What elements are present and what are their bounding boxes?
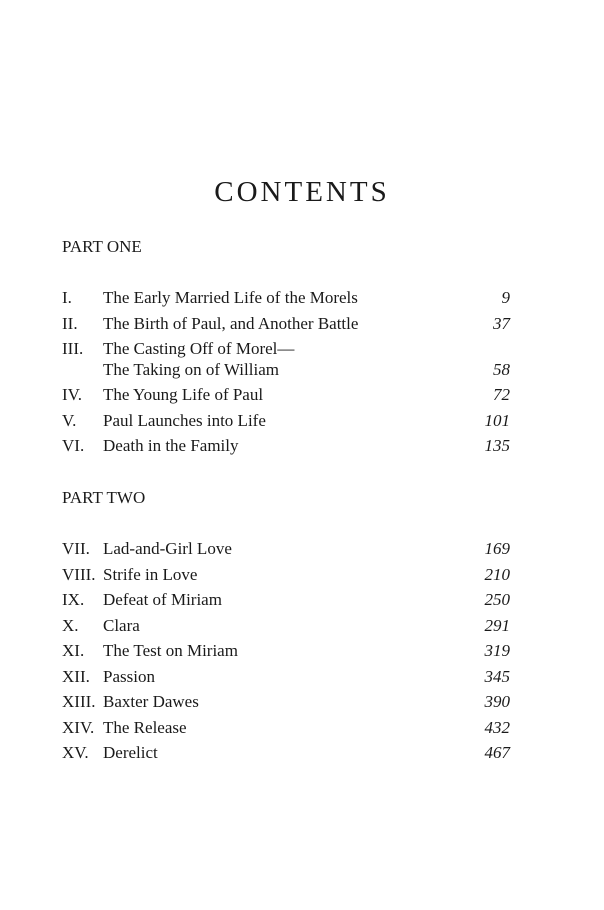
part-one-heading: PART ONE xyxy=(62,237,142,256)
chapter-numeral: XI. xyxy=(62,641,85,660)
chapter-title-line: Lad-and-Girl Love xyxy=(103,539,232,558)
toc-entry[interactable] xyxy=(62,539,510,560)
toc-entry[interactable] xyxy=(62,565,510,586)
page-number: 9 xyxy=(501,288,510,307)
chapter-title-line: The Young Life of Paul xyxy=(103,385,264,404)
chapter-title xyxy=(103,314,470,335)
chapter-numeral: VI. xyxy=(62,436,85,455)
toc-entry[interactable] xyxy=(62,616,510,637)
chapter-numeral: IV. xyxy=(62,385,82,404)
page-number: 37 xyxy=(493,313,510,333)
chapter-title-line: The Test on Miriam xyxy=(103,641,238,660)
chapter-title-line: The Taking on of William xyxy=(103,359,279,379)
chapter-numeral: XII. xyxy=(62,666,90,686)
page-number: 467 xyxy=(484,743,510,762)
chapter-numeral: VII. xyxy=(62,539,90,558)
chapter-title xyxy=(103,718,470,739)
toc-entry[interactable] xyxy=(62,411,510,432)
page-number: 432 xyxy=(484,717,510,737)
toc-entry[interactable] xyxy=(62,436,510,457)
page-number: 390 xyxy=(484,692,510,711)
toc-entry[interactable] xyxy=(62,314,510,335)
page-number: 345 xyxy=(484,666,510,686)
chapter-title xyxy=(103,436,470,457)
part-one-chapter-list xyxy=(62,288,510,462)
chapter-title-line: Paul Launches into Life xyxy=(103,410,266,430)
toc-entry[interactable] xyxy=(62,385,510,406)
chapter-title-line: Strife in Love xyxy=(103,564,198,584)
toc-entry[interactable] xyxy=(62,288,510,309)
chapter-numeral: XIII. xyxy=(62,692,96,711)
toc-entry[interactable] xyxy=(62,667,510,688)
chapter-title-line: Derelict xyxy=(103,743,158,762)
chapter-title-line: Clara xyxy=(103,615,140,635)
chapter-title-line: Passion xyxy=(103,666,155,686)
page-number: 135 xyxy=(484,436,510,455)
chapter-title xyxy=(103,288,470,309)
chapter-title-line: Death in the Family xyxy=(103,436,239,455)
chapter-title xyxy=(103,539,470,560)
toc-entry[interactable] xyxy=(62,590,510,611)
page-number: 319 xyxy=(484,641,510,660)
page-number: 291 xyxy=(484,615,510,635)
chapter-numeral: IX. xyxy=(62,590,85,609)
chapter-title xyxy=(103,411,470,432)
chapter-title-line: The Birth of Paul, and Another Battle xyxy=(103,313,359,333)
chapter-title xyxy=(103,641,470,662)
chapter-title xyxy=(103,692,470,713)
chapter-title xyxy=(103,616,470,637)
chapter-title-line: The Release xyxy=(103,717,187,737)
chapter-title xyxy=(103,743,470,764)
page-number: 250 xyxy=(484,590,510,609)
chapter-title-line: The Casting Off of Morel— xyxy=(103,339,295,358)
chapter-numeral: II. xyxy=(62,313,78,333)
chapter-numeral: I. xyxy=(62,288,72,307)
chapter-numeral: XV. xyxy=(62,743,89,762)
page-number: 169 xyxy=(484,539,510,558)
chapter-numeral: VIII. xyxy=(62,564,96,584)
chapter-title-line: Defeat of Miriam xyxy=(103,590,222,609)
chapter-title-line: Baxter Dawes xyxy=(103,692,199,711)
chapter-title xyxy=(103,667,470,688)
toc-entry[interactable] xyxy=(62,339,510,380)
part-two-heading: PART TWO xyxy=(62,488,146,507)
part-two-chapter-list xyxy=(62,539,510,769)
chapter-title xyxy=(103,590,470,611)
chapter-numeral: X. xyxy=(62,615,79,635)
toc-entry[interactable] xyxy=(62,743,510,764)
page-title: CONTENTS xyxy=(214,176,390,208)
page-number: 210 xyxy=(484,564,510,584)
chapter-numeral: III. xyxy=(62,339,84,358)
chapter-title xyxy=(103,565,470,586)
chapter-numeral: V. xyxy=(62,410,77,430)
chapter-title xyxy=(103,339,470,380)
toc-entry[interactable] xyxy=(62,692,510,713)
page-number: 72 xyxy=(493,385,510,404)
page-number: 58 xyxy=(493,359,510,379)
toc-entry[interactable] xyxy=(62,718,510,739)
chapter-title xyxy=(103,385,470,406)
toc-entry[interactable] xyxy=(62,641,510,662)
chapter-numeral: XIV. xyxy=(62,717,95,737)
chapter-title-line: The Early Married Life of the Morels xyxy=(103,288,358,307)
page-number: 101 xyxy=(484,410,510,430)
